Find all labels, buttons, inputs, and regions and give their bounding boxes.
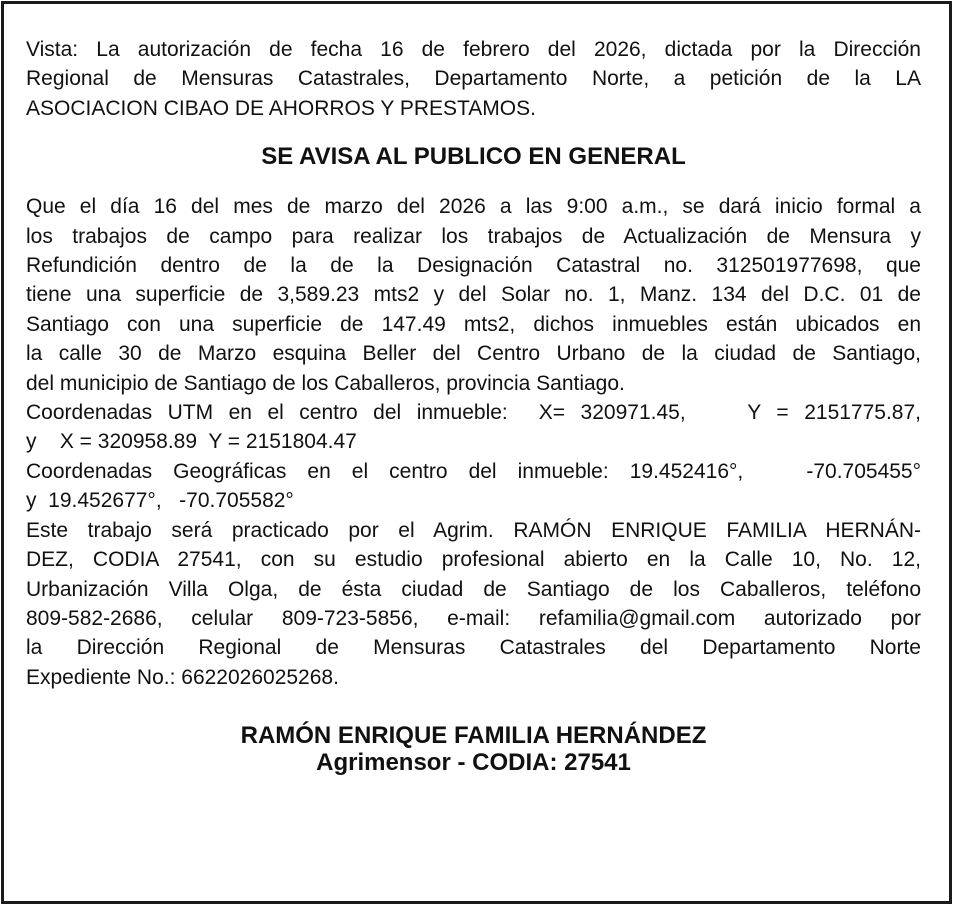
body-line: tiene una superficie de 3,589.23 mts2 y del Solar no. 1, Manz. 134 del D.C. 01 de xyxy=(26,283,921,307)
surveyor-line: 809-582-2686, celular 809-723-5856, e-mail: refamilia@gmail.com autorizado por xyxy=(26,606,921,630)
body-line: los trabajos de campo para realizar los trabajos de Actualización de Mensura y xyxy=(26,224,921,248)
surveyor-line: Expediente No.: 6622026025268. xyxy=(26,665,339,689)
signature-block xyxy=(26,722,921,776)
notice-heading: SE AVISA AL PUBLICO EN GENERAL xyxy=(261,143,686,171)
intro-line: Vista: La autorización de fecha 16 de febrero del 2026, dictada por la Dirección xyxy=(26,38,921,61)
surveyor-line: Urbanización Villa Olga, de ésta ciudad de Santiago de los Caballeros, teléfono xyxy=(26,577,921,601)
utm-coordinates xyxy=(26,398,921,457)
body-line: Santiago con una superficie de 147.49 mts2, dichos inmuebles están ubicados en xyxy=(26,312,921,336)
body-line: Refundición dentro de la de la Designación Catastral no. 312501977698, que xyxy=(26,254,921,278)
intro-paragraph xyxy=(26,35,921,123)
body-line: la calle 30 de Marzo esquina Beller del Centro Urbano de la ciudad de Santiago, xyxy=(26,342,921,366)
signature-title: Agrimensor - CODIA: 27541 xyxy=(316,749,631,777)
surveyor-line: DEZ, CODIA 27541, con su estudio profesional abierto en la Calle 10, No. 12, xyxy=(26,548,921,572)
intro-line: ASOCIACION CIBAO DE AHORROS Y PRESTAMOS. xyxy=(26,96,536,120)
notice-content xyxy=(26,35,921,776)
body-line: Que el día 16 del mes de marzo del 2026 a las 9:00 a.m., se dará inicio formal a xyxy=(26,195,921,219)
surveyor-line: Este trabajo será practicado por el Agrim. RAMÓN ENRIQUE FAMILIA HERNÁN- xyxy=(26,518,921,542)
body-paragraph xyxy=(26,192,921,398)
signature-name: RAMÓN ENRIQUE FAMILIA HERNÁNDEZ xyxy=(240,722,707,750)
intro-line: Regional de Mensuras Catastrales, Departamento Norte, a petición de la LA xyxy=(26,67,921,91)
surveyor-paragraph xyxy=(26,516,921,692)
geo-line: Coordenadas Geográficas en el centro del inmueble: 19.452416°, -70.705455° xyxy=(26,459,921,483)
body-line: del municipio de Santiago de los Caballeros, provincia Santiago. xyxy=(26,371,625,395)
utm-line: y X = 320958.89 Y = 2151804.47 xyxy=(26,430,357,454)
surveyor-line: la Dirección Regional de Mensuras Catastrales del Departamento Norte xyxy=(26,636,921,660)
utm-line: Coordenadas UTM en el centro del inmueble: X= 320971.45, Y = 2151775.87, xyxy=(26,401,921,425)
geo-line: y 19.452677°, -70.705582° xyxy=(26,489,294,513)
geographic-coordinates xyxy=(26,457,921,516)
